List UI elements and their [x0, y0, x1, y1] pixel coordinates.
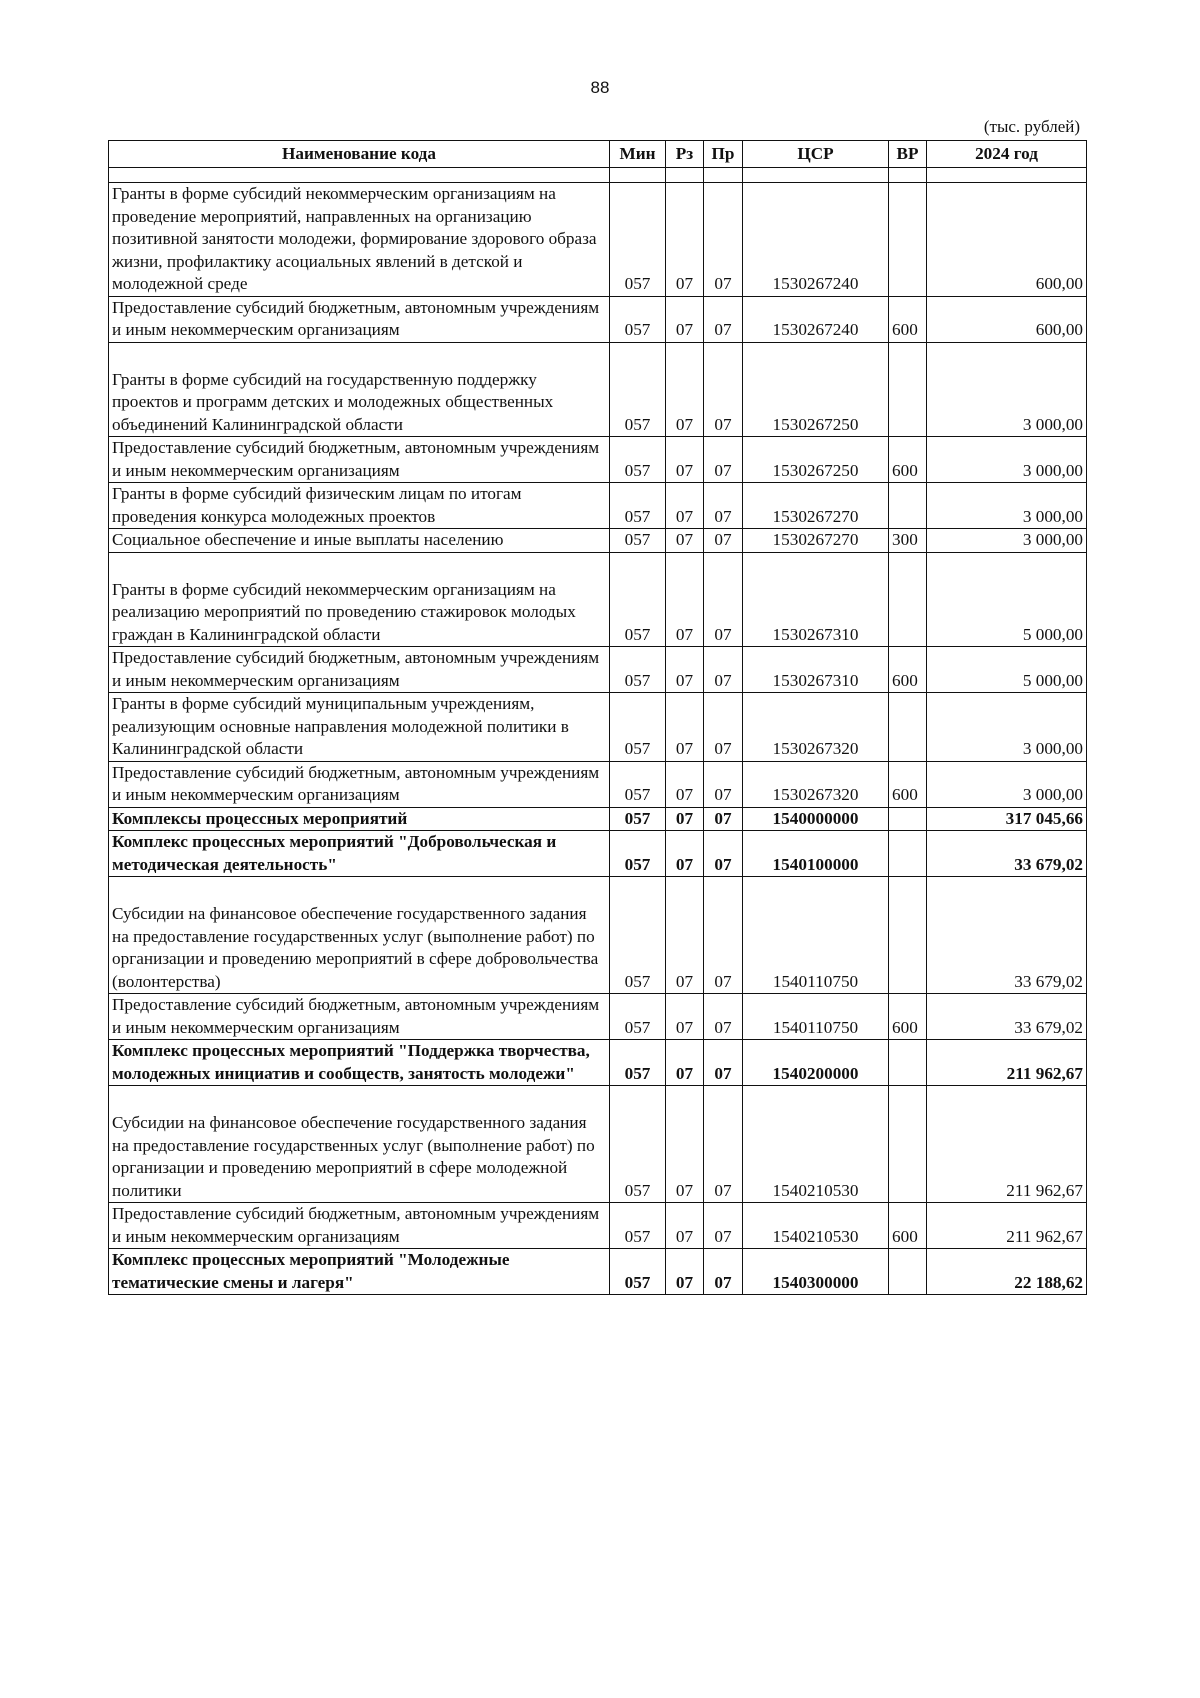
cell-vr: [889, 342, 927, 437]
table-row: [109, 1086, 1087, 1203]
header-pr: Пр: [704, 141, 743, 168]
budget-table: [108, 140, 1087, 1295]
cell-min: 057: [610, 831, 666, 877]
cell-csr: 1530267270: [743, 483, 889, 529]
cell-rz: 07: [666, 1040, 704, 1086]
cell-rz: 07: [666, 296, 704, 342]
cell-pr: 07: [704, 831, 743, 877]
table-row: [109, 296, 1087, 342]
table-row: [109, 994, 1087, 1040]
cell-pr: 07: [704, 761, 743, 807]
cell-csr: 1530267240: [743, 296, 889, 342]
cell-vr: 300: [889, 529, 927, 553]
cell-amount: 5 000,00: [927, 552, 1087, 647]
cell-name: Предоставление субсидий бюджетным, автономным учреждениям и иным некоммерческим организациям: [109, 1203, 610, 1249]
table-row-bold: [109, 1040, 1087, 1086]
cell-pr: 07: [704, 483, 743, 529]
cell-amount: 3 000,00: [927, 483, 1087, 529]
cell-pr: 07: [704, 1086, 743, 1203]
cell-name: Субсидии на финансовое обеспечение государственного задания на предоставление государственных услуг (выполнение работ) по организации и проведению мероприятий в сфере добровольчества (волонтерства): [109, 877, 610, 994]
cell-csr: 1530267250: [743, 342, 889, 437]
cell-name: Гранты в форме субсидий некоммерческим организациям на проведение мероприятий, направленных на организацию позитивной занятости молодежи, формирование здорового образа жизни, профилактику асоциальных явлений в детской и молодежной среде: [109, 183, 610, 297]
cell-min: 057: [610, 693, 666, 762]
cell-min: 057: [610, 342, 666, 437]
cell-csr: 1530267250: [743, 437, 889, 483]
cell-vr: [889, 483, 927, 529]
cell-csr: 1540200000: [743, 1040, 889, 1086]
cell-csr: 1540300000: [743, 1249, 889, 1295]
cell-amount: 600,00: [927, 183, 1087, 297]
cell-rz: 07: [666, 1249, 704, 1295]
cell-pr: 07: [704, 877, 743, 994]
header-csr: ЦСР: [743, 141, 889, 168]
header-vr: ВР: [889, 141, 927, 168]
cell-rz: 07: [666, 529, 704, 553]
cell-vr: 600: [889, 296, 927, 342]
cell-name: Предоставление субсидий бюджетным, автономным учреждениям и иным некоммерческим организациям: [109, 296, 610, 342]
cell-amount: 5 000,00: [927, 647, 1087, 693]
cell-name: Гранты в форме субсидий муниципальным учреждениям, реализующим основные направления молодежной политики в Калининградской области: [109, 693, 610, 762]
cell-vr: [889, 877, 927, 994]
header-rz: Рз: [666, 141, 704, 168]
cell-csr: 1530267320: [743, 761, 889, 807]
cell-vr: 600: [889, 647, 927, 693]
table-row: [109, 529, 1087, 553]
cell-csr: 1540210530: [743, 1086, 889, 1203]
cell-pr: 07: [704, 693, 743, 762]
table-row: [109, 342, 1087, 437]
cell-pr: 07: [704, 1040, 743, 1086]
cell-pr: 07: [704, 437, 743, 483]
cell-vr: [889, 1086, 927, 1203]
cell-csr: 1530267270: [743, 529, 889, 553]
units-label: (тыс. рублей): [983, 117, 1080, 136]
cell-rz: 07: [666, 761, 704, 807]
cell-csr: 1530267310: [743, 552, 889, 647]
cell-pr: 07: [704, 552, 743, 647]
cell-amount: 3 000,00: [927, 529, 1087, 553]
cell-amount: 211 962,67: [927, 1086, 1087, 1203]
table-row: [109, 693, 1087, 762]
table-row-bold: [109, 831, 1087, 877]
cell-amount: 3 000,00: [927, 437, 1087, 483]
cell-name: Комплексы процессных мероприятий: [109, 807, 610, 831]
cell-vr: [889, 552, 927, 647]
cell-name: Гранты в форме субсидий некоммерческим организациям на реализацию мероприятий по проведению стажировок молодых граждан в Калининградской области: [109, 552, 610, 647]
cell-amount: 33 679,02: [927, 994, 1087, 1040]
cell-amount: 600,00: [927, 296, 1087, 342]
table-row: [109, 877, 1087, 994]
table-row: [109, 761, 1087, 807]
table-row: [109, 552, 1087, 647]
table-row: [109, 437, 1087, 483]
cell-pr: 07: [704, 1203, 743, 1249]
cell-rz: 07: [666, 994, 704, 1040]
cell-csr: 1530267240: [743, 183, 889, 297]
cell-vr: [889, 693, 927, 762]
cell-min: 057: [610, 647, 666, 693]
header-row: [109, 141, 1087, 168]
cell-min: 057: [610, 183, 666, 297]
cell-vr: [889, 1249, 927, 1295]
cell-amount: 3 000,00: [927, 342, 1087, 437]
table-row: [109, 483, 1087, 529]
table-row-bold: [109, 807, 1087, 831]
cell-name: Комплекс процессных мероприятий "Поддержка творчества, молодежных инициатив и сообществ, занятость молодежи": [109, 1040, 610, 1086]
cell-pr: 07: [704, 647, 743, 693]
cell-vr: [889, 831, 927, 877]
cell-amount: 211 962,67: [927, 1040, 1087, 1086]
table-row-bold: [109, 1249, 1087, 1295]
cell-pr: 07: [704, 342, 743, 437]
cell-name: Предоставление субсидий бюджетным, автономным учреждениям и иным некоммерческим организациям: [109, 761, 610, 807]
cell-vr: [889, 183, 927, 297]
cell-name: Гранты в форме субсидий физическим лицам по итогам проведения конкурса молодежных проектов: [109, 483, 610, 529]
cell-pr: 07: [704, 529, 743, 553]
cell-min: 057: [610, 437, 666, 483]
cell-min: 057: [610, 1203, 666, 1249]
cell-name: Предоставление субсидий бюджетным, автономным учреждениям и иным некоммерческим организациям: [109, 994, 610, 1040]
cell-min: 057: [610, 529, 666, 553]
cell-rz: 07: [666, 342, 704, 437]
cell-rz: 07: [666, 437, 704, 483]
cell-name: Социальное обеспечение и иные выплаты населению: [109, 529, 610, 553]
cell-pr: 07: [704, 807, 743, 831]
table-row: [109, 183, 1087, 297]
cell-name: Предоставление субсидий бюджетным, автономным учреждениям и иным некоммерческим организациям: [109, 647, 610, 693]
header-name: Наименование кода: [109, 141, 610, 168]
header-min: Мин: [610, 141, 666, 168]
cell-min: 057: [610, 1249, 666, 1295]
cell-name: Комплекс процессных мероприятий "Добровольческая и методическая деятельность": [109, 831, 610, 877]
cell-amount: 317 045,66: [927, 807, 1087, 831]
cell-rz: 07: [666, 1203, 704, 1249]
cell-min: 057: [610, 1040, 666, 1086]
cell-amount: 3 000,00: [927, 761, 1087, 807]
cell-csr: 1540110750: [743, 994, 889, 1040]
cell-vr: 600: [889, 994, 927, 1040]
cell-name: Предоставление субсидий бюджетным, автономным учреждениям и иным некоммерческим организациям: [109, 437, 610, 483]
cell-rz: 07: [666, 552, 704, 647]
cell-pr: 07: [704, 1249, 743, 1295]
cell-min: 057: [610, 552, 666, 647]
cell-name: Комплекс процессных мероприятий "Молодежные тематические смены и лагеря": [109, 1249, 610, 1295]
cell-pr: 07: [704, 994, 743, 1040]
cell-rz: 07: [666, 807, 704, 831]
header-year: 2024 год: [927, 141, 1087, 168]
cell-vr: [889, 1040, 927, 1086]
cell-min: 057: [610, 877, 666, 994]
table-row: [109, 1203, 1087, 1249]
cell-amount: 211 962,67: [927, 1203, 1087, 1249]
cell-vr: 600: [889, 1203, 927, 1249]
cell-name: Субсидии на финансовое обеспечение государственного задания на предоставление государственных услуг (выполнение работ) по организации и проведению мероприятий в сфере молодежной политики: [109, 1086, 610, 1203]
cell-rz: 07: [666, 877, 704, 994]
cell-rz: 07: [666, 1086, 704, 1203]
cell-amount: 33 679,02: [927, 831, 1087, 877]
cell-min: 057: [610, 1086, 666, 1203]
table-row: [109, 647, 1087, 693]
cell-amount: 22 188,62: [927, 1249, 1087, 1295]
cell-min: 057: [610, 296, 666, 342]
cell-csr: 1540000000: [743, 807, 889, 831]
cell-rz: 07: [666, 483, 704, 529]
page-number: 88: [590, 78, 610, 97]
spacer-row: [109, 168, 1087, 183]
cell-csr: 1540100000: [743, 831, 889, 877]
cell-amount: 3 000,00: [927, 693, 1087, 762]
cell-vr: 600: [889, 761, 927, 807]
cell-vr: 600: [889, 437, 927, 483]
cell-pr: 07: [704, 296, 743, 342]
cell-min: 057: [610, 483, 666, 529]
cell-min: 057: [610, 994, 666, 1040]
cell-rz: 07: [666, 183, 704, 297]
cell-pr: 07: [704, 183, 743, 297]
cell-rz: 07: [666, 831, 704, 877]
cell-name: Гранты в форме субсидий на государственную поддержку проектов и программ детских и молодежных общественных объединений Калининградской области: [109, 342, 610, 437]
cell-rz: 07: [666, 693, 704, 762]
cell-csr: 1540110750: [743, 877, 889, 994]
cell-amount: 33 679,02: [927, 877, 1087, 994]
cell-rz: 07: [666, 647, 704, 693]
cell-csr: 1540210530: [743, 1203, 889, 1249]
cell-vr: [889, 807, 927, 831]
cell-min: 057: [610, 807, 666, 831]
cell-min: 057: [610, 761, 666, 807]
cell-csr: 1530267310: [743, 647, 889, 693]
cell-csr: 1530267320: [743, 693, 889, 762]
